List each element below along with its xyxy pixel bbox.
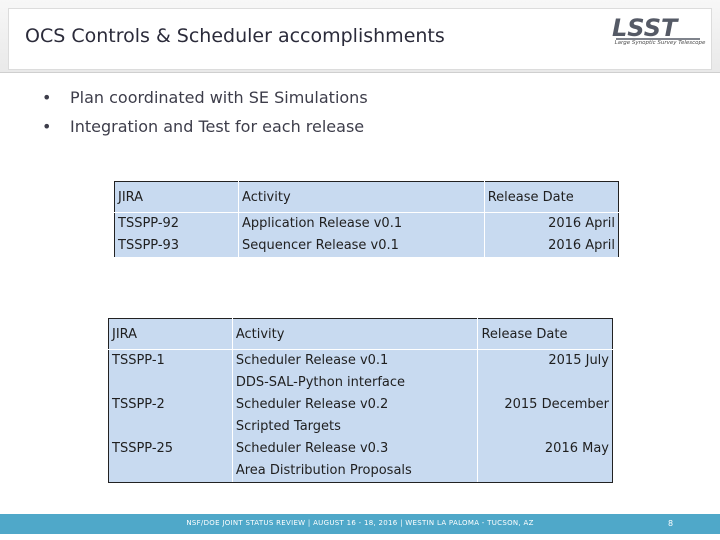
cell-jira (109, 416, 233, 438)
cell-activity: Scheduler Release v0.2 (232, 394, 478, 416)
cell-activity: Sequencer Release v0.1 (239, 235, 485, 257)
table-row (109, 394, 613, 416)
table-row (109, 460, 613, 483)
table-row (109, 350, 613, 373)
table-row (109, 416, 613, 438)
header-jira: JIRA (115, 182, 239, 213)
cell-jira (109, 460, 233, 483)
table-row (109, 438, 613, 460)
bullet-item (42, 117, 368, 146)
release-table-upcoming (114, 181, 619, 257)
cell-activity: Scripted Targets (232, 416, 478, 438)
cell-release-date: 2016 April (484, 235, 618, 257)
cell-release-date: 2016 April (484, 213, 618, 236)
table-header-row (115, 182, 619, 213)
lsst-logo-icon (610, 12, 706, 52)
cell-jira: TSSPP-25 (109, 438, 233, 460)
bullet-dot: • (42, 117, 52, 136)
cell-jira: TSSPP-92 (115, 213, 239, 236)
header-jira: JIRA (109, 319, 233, 350)
header-activity: Activity (232, 319, 478, 350)
bullet-list (42, 88, 368, 146)
release-table-completed (108, 318, 613, 483)
footer-text: NSF/DOE JOINT STATUS REVIEW | AUGUST 16 - 18, 2016 | WESTIN LA PALOMA - TUCSON, AZ (186, 519, 534, 527)
bullet-dot: • (42, 88, 52, 107)
cell-activity: Scheduler Release v0.1 (232, 350, 478, 373)
slide-title: OCS Controls & Scheduler accomplishments (25, 25, 445, 47)
header-activity: Activity (239, 182, 485, 213)
cell-activity: Scheduler Release v0.3 (232, 438, 478, 460)
cell-release-date: 2015 December (478, 394, 613, 416)
logo-wordmark: LSST (612, 14, 678, 42)
cell-jira: TSSPP-1 (109, 350, 233, 373)
logo-subtitle: Large Synoptic Survey Telescope (614, 40, 706, 46)
cell-release-date (478, 372, 613, 394)
bullet-item (42, 88, 368, 117)
table-header-row (109, 319, 613, 350)
bullet-text: Plan coordinated with SE Simulations (70, 88, 368, 107)
cell-activity: DDS-SAL-Python interface (232, 372, 478, 394)
cell-jira: TSSPP-2 (109, 394, 233, 416)
cell-release-date: 2016 May (478, 438, 613, 460)
table-row (115, 235, 619, 257)
cell-release-date (478, 460, 613, 483)
cell-release-date (478, 416, 613, 438)
cell-jira (109, 372, 233, 394)
footer-band (0, 514, 720, 534)
header-release-date: Release Date (484, 182, 618, 213)
cell-release-date: 2015 July (478, 350, 613, 373)
cell-activity: Application Release v0.1 (239, 213, 485, 236)
table-row (109, 372, 613, 394)
table-row (115, 213, 619, 236)
page-number: 8 (668, 519, 674, 528)
bullet-text: Integration and Test for each release (70, 117, 365, 136)
header-release-date: Release Date (478, 319, 613, 350)
cell-activity: Area Distribution Proposals (232, 460, 478, 483)
cell-jira: TSSPP-93 (115, 235, 239, 257)
